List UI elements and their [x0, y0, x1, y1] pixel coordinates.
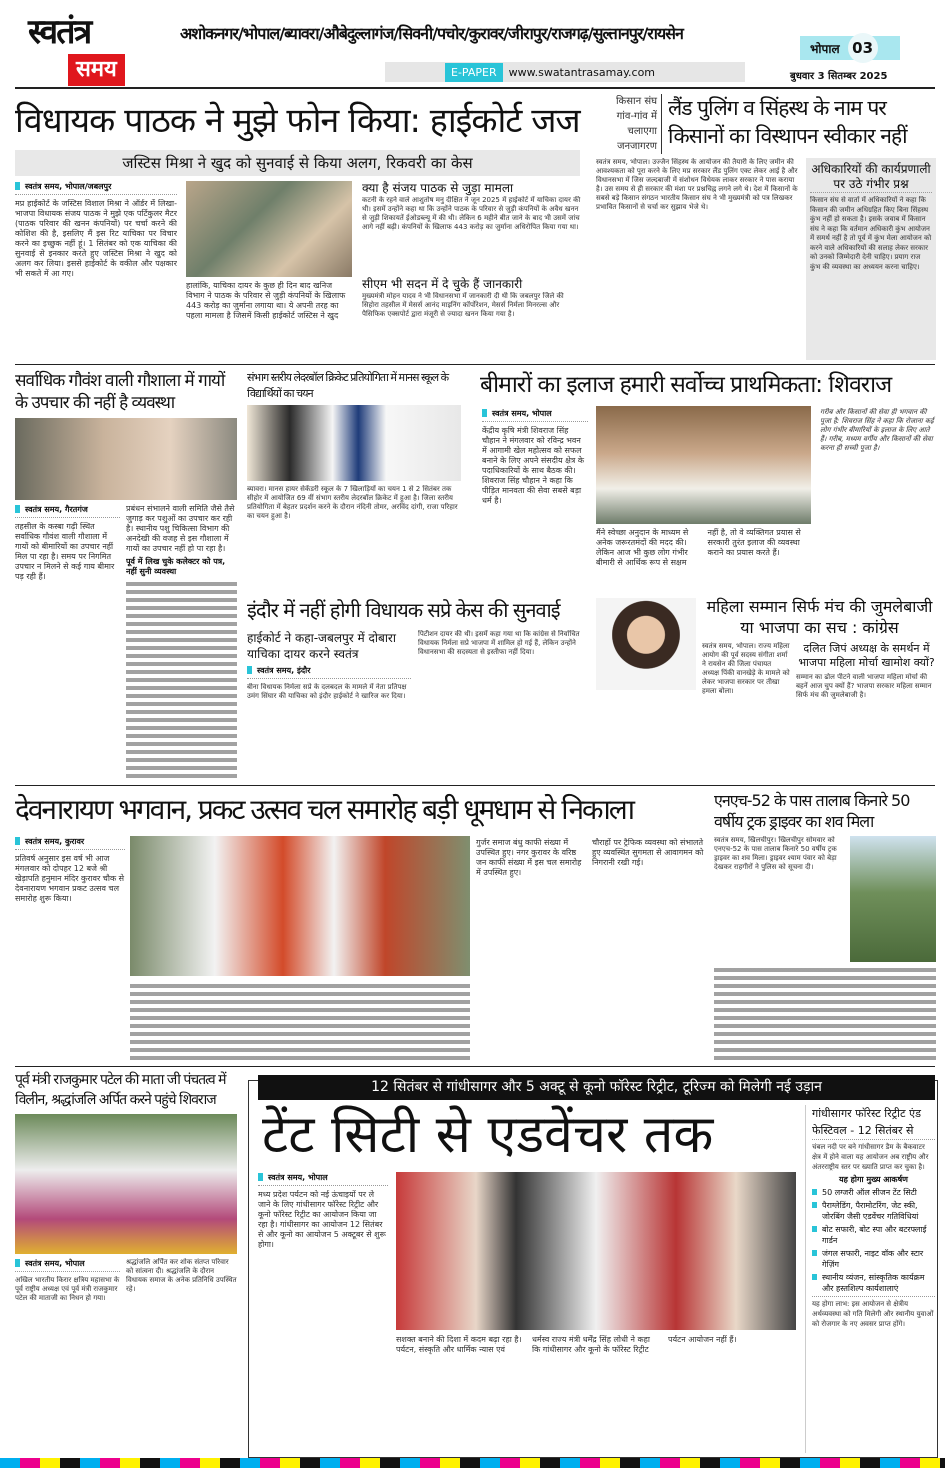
tent-col-2 [396, 1172, 796, 1453]
cricket-headline: संभाग स्तरीय लेदरबॉल क्रिकेट प्रतियोगिता में मानस स्कूल के विद्यार्थियों का चयन [247, 371, 449, 400]
edition-name: भोपाल [810, 41, 840, 56]
issue-date-text: बुधवार 3 सितम्बर 2025 [790, 71, 888, 82]
devnarayan-col-1 [15, 836, 125, 1060]
tent-body-2: सशक्त बनाने की दिशा में कदम बढ़ा रहा है। पर्यटन, संस्कृति और धार्मिक न्यास एवं धर्मस्व राज्य मंत्री धर्मेंद्र सिंह लोधी ने कहा कि गांधीसागर और कूनो के फॉरेस्ट रिट्रीट पर्यटन आयोजन नहीं हैं। [396, 1335, 737, 1354]
gaushala-col-left [15, 504, 120, 780]
kisan-side-label: किसान संघ गांव-गांव में चलाएगा जनजागरण [596, 94, 662, 154]
patel-byline: स्वतंत्र समय, भोपाल [15, 1258, 120, 1272]
devnarayan-col-photo [130, 836, 470, 1060]
shivraj-below: मैंने स्वेच्छा अनुदान के माध्यम से अनेक जरूरतमंदों की मदद की। लेकिन आज भी कुछ लोग गंभीर बीमारी से आर्थिक रूप से सक्षम नहीं है, तो वे व्यक्तिगत प्रयास से सरकारी तुरंत इलाज की व्यवस्था कराने का प्रयास करते हैं। [596, 528, 801, 567]
shivraj-col-1 [482, 408, 588, 588]
devnarayan-body-cont [130, 982, 470, 1060]
nh52-row [714, 836, 936, 962]
mahila-photo [596, 598, 696, 690]
gaushala-body: प्रबंधन संभालने वाली समिति जैसे तैसे जुगाड़ कर पशुओं का उपचार कर रही है। स्थानीय पशु चिकित्सा विभाग की अनदेखी की वजह से इस गौशाला में गायों का उपचार नहीं हो पा रहा है। [126, 504, 235, 553]
nh52-section [714, 790, 936, 1060]
kisan-body-row [596, 158, 936, 360]
indore-subhead: हाईकोर्ट ने कहा-जबलपुर में दोबारा याचिका दायर करने स्वतंत्र [247, 631, 396, 661]
lead-photo [186, 181, 352, 277]
lead-col-2 [186, 181, 352, 360]
page-number: 03 [848, 33, 878, 63]
lead-headline-text: विधायक पाठक ने मुझे फोन किया: हाईकोर्ट जज [15, 101, 580, 141]
lead-subhead [15, 150, 580, 176]
logo-bottom: समय [68, 54, 125, 86]
tent-headline [262, 1102, 797, 1168]
logo-top: स्वतंत्र [28, 12, 91, 52]
patel-body-row [15, 1258, 237, 1455]
devnarayan-body: प्रतिवर्ष अनुसार इस वर्ष भी आज मंगलवार को दोपहर 12 बजे श्री खेड़ापति हनुमान मंदिर कुरावर चौक से देवनारायण भगवान प्रकट उत्सव चल समारोह शुरू किया। [15, 854, 125, 903]
devnarayan-col-3 [476, 838, 586, 1060]
devnarayan-headline [15, 790, 705, 830]
shivraj-side: गरीब और किसानों की सेवा ही भगवान की पूजा है: शिवराज सिंह ने कहा कि रोजाना कई लोग गंभीर बीमारियों के इलाज के लिए आते हैं। गरीब, मध्यम वर्गीय और किसानों की सेवा करना ही सच्ची पूजा है। [820, 408, 934, 452]
lead-sub1: क्या है संजय पाठक से जुड़ा मामला [362, 181, 514, 195]
lead-sub2-body: मुख्यमंत्री मोहन यादव ने भी विधानसभा में जानकारी दी थी कि जबलपुर जिले की सिहोरा तहसील में मेसर्स आनंद माइनिंग कॉर्पोरेशन, मेसर्स निर्मला मिनरल्स और पैसिफिक एक्सपोर्ट द्वारा मंजूरी से ज्यादा खनन किया गया है। [362, 292, 564, 318]
tent-benefit: यह होगा लाभ: इस आयोजन से क्षेत्रीय अर्थव्यवस्था को गति मिलेगी और स्थानीय युवाओं को रोजगार के नए अवसर प्राप्त होंगे। [812, 1296, 935, 1453]
mahila-byline-body: स्वतंत्र समय, भोपाल। राज्य महिला आयोग की पूर्व सदस्य संगीता शर्मा ने रायसेन की जिला पंचायत अध्यक्ष पिंकी वानखेड़े के मामले को लेकर भाजपा सरकार पर तीखा हमला बोला। [702, 642, 790, 695]
lead-body: मप्र हाईकोर्ट के जस्टिस विशाल मिश्रा ने ऑर्डर में लिखा-भाजपा विधायक संजय पाठक ने मुझे एक पर्टिकुलर मैटर (पाठक परिवार की खनन कंपनियों) पर चर्चा करने की कोशिश की है, इसलिए मैं इस रिट याचिका पर विचार करने का इच्छुक नहीं हूं। 1 सितंबर को एक याचिका की सुनवाई से इनकार करते हुए जस्टिस मिश्रा ने खुद को अलग कर लिया। इससे हाईकोर्ट के वकील और पक्षकार भी सकते में आ गए। [15, 199, 177, 278]
tent-banner [258, 1075, 935, 1100]
indore-col-1 [247, 630, 411, 780]
tent-attractions-title: यह होगा मुख्य आकर्षण [839, 1175, 908, 1184]
indore-byline: स्वतंत्र समय, इंदौर [247, 665, 411, 679]
mahila-body: सम्मान का ढोल पीटने वाली भाजपा महिला मोर्चा की बहनें आज चुप क्यों हैं? भाजपा सरकार महिला सम्मान सिर्फ मंच की जुमलेबाजी है। [796, 673, 932, 699]
tent-photo [396, 1172, 796, 1330]
patel-section [15, 1070, 237, 1455]
kisan-box [806, 158, 936, 360]
devnarayan-col-4 [592, 838, 704, 1060]
tent-side-title: गांधीसागर फॉरेस्ट रिट्रीट एंड फेस्टिवल - 12 सितंबर से [812, 1105, 935, 1140]
cricket-photo [247, 405, 461, 481]
kisan-body: स्वतंत्र समय, भोपाल। उज्जैन सिंहस्थ के आयोजन की तैयारी के लिए जमीन की आवश्यकता को पूरा करने के लिए मप्र सरकार लैंड पुलिंग एक्ट लेकर आई है और विधानसभा में जिस जल्दबाजी में संशोधन विधेयक लाकर सरकार ने पास कराया है। उस समय से ही सरकार की मंशा पर प्रश्नचिह्न लगने लगे थे। देश में किसानों के सबसे बड़े किसान संगठन भारतीय किसान संघ ने भी मुख्यमंत्री को पत्र लिखकर प्रभावित किसानों से चर्चा कर सुझाव भेजे थे। [596, 158, 798, 211]
kisan-box-title: अधिकारियों की कार्यप्रणाली पर उठे गंभीर प्रश्न [811, 162, 931, 191]
indore-headline [247, 596, 587, 624]
shivraj-col-3 [820, 408, 936, 588]
masthead-divider [15, 87, 935, 89]
website-link[interactable]: www.swatantrasamay.com [508, 65, 656, 79]
gaushala-body-row [15, 504, 237, 780]
shivraj-photo [596, 406, 811, 524]
gaushala-subhead: पूर्व में लिख चुके कलेक्टर को पत्र, नहीं सुनी व्यवस्था [126, 557, 226, 576]
mahila-col-right [796, 642, 937, 780]
indore-headline-text: इंदौर में नहीं होगी विधायक सप्रे केस की सुनवाई [247, 598, 560, 622]
shivraj-byline: स्वतंत्र समय, भोपाल [482, 408, 588, 422]
attraction-item: पैराग्लेडिंग, पैरामोटरिंग, जेट स्की, जोरबिंग जैसी एडवेंचर गतिविधियां [812, 1200, 935, 1222]
row4-divider [15, 1066, 935, 1067]
shivraj-col-2 [596, 406, 811, 588]
row1-divider [15, 364, 935, 365]
epaper-label: E-PAPER [445, 63, 503, 82]
lead-sub2: सीएम भी सदन में दे चुके हैं जानकारी [362, 277, 523, 291]
lead-body-2: हालांकि, याचिका दायर के कुछ ही दिन बाद खनिज विभाग ने पाठक के परिवार से जुड़ी कंपनियों के खिलाफ 443 करोड़ का जुर्माना लगाया था। ये अपनी तरह का पहला मामला है जिसमें किसी हाईकोर्ट जस्टिस ने खुद [186, 281, 346, 320]
devnarayan-photo [130, 836, 470, 976]
lead-sub1-body: कटनी के रहने वाले आशुतोष मनु दीक्षित ने जून 2025 में हाईकोर्ट में याचिका दायर की थी। इसमें उन्होंने कहा था कि उन्होंने पाठक के परिवार से जुड़ी कंपनियों के अवैध खनन से जुड़ी शिकायतें ईओडब्ल्यू में की थी। लेकिन 6 महीने बीत जाने के बाद भी उसमें जांच आगे नहीं बढ़ी। कंपनियों के खिलाफ 443 करोड़ का जुर्माना अधिरोपित किया गया था। [362, 196, 581, 231]
epaper-bar [385, 62, 745, 82]
edition-badge [800, 36, 900, 60]
tent-body: मध्य प्रदेश पर्यटन को नई ऊंचाइयों पर ले जाने के लिए गांधीसागर फॉरेस्ट रिट्रीट और कूनो फॉरेस्ट रिट्रीट का आयोजन किया जा रहा है। गांधीसागर का आयोजन 12 सितंबर से और कूनो का आयोजन 5 अक्टूबर से शुरू होगा। [258, 1190, 386, 1249]
lead-byline: स्वतंत्र समय, भोपाल/जबलपुर [15, 181, 177, 195]
gaushala-headline: सर्वाधिक गौवंश वाली गौशाला में गायों के उपचार की नहीं है व्यवस्था [15, 371, 225, 413]
cricket-section [247, 370, 461, 584]
row3-divider [15, 785, 935, 786]
tent-attractions [812, 1187, 935, 1296]
mahila-body-row [702, 642, 937, 780]
logo [28, 12, 168, 88]
nh52-headline: एनएच-52 के पास तालाब किनारे 50 वर्षीय ट्रक ड्राइवर का शव मिला [714, 791, 910, 831]
gaushala-photo [15, 418, 237, 500]
cricket-body: ब्यावरा। मानस हायर सेकेंडरी स्कूल के 7 खिलाड़ियों का चयन 1 से 2 सितंबर तक सीहोर में आयोजित 69 वीं संभाग स्तरीय लेदरबॉल क्रिकेट में हुआ है। जिला स्तरीय प्रतियोगिता में बेहतर प्रदर्शन करने के दौरान नंदिनी तोमर, अरविंद दांगी, राजा परिहार का चयन हुआ है। [247, 485, 458, 520]
kisan-headline: लैंड पुलिंग व सिंहस्थ के नाम पर किसानों का विस्थापन स्वीकार नहीं [668, 96, 907, 148]
indore-body: बीना विधायक निर्मला सप्रे के दलबदल के मामले में नेता प्रतिपक्ष उमंग सिंघार की याचिका को इंदौर हाईकोर्ट ने खारिज कर दिया। [247, 683, 407, 700]
mahila-headline: महिला सम्मान सिर्फ मंच की जुमलेबाजी या भाजपा का सच : कांग्रेस [706, 597, 933, 637]
issue-date [790, 68, 935, 82]
lead-col-3 [362, 181, 582, 360]
patel-col-left [15, 1258, 120, 1455]
devnarayan-byline: स्वतंत्र समय, कुरावर [15, 836, 125, 850]
patel-headline: पूर्व मंत्री राजकुमार पटेल की माता जी पंचतत्व में विलीन, श्रद्धांजलि अर्पित करने पहुंचे शिवराज [15, 1072, 226, 1108]
lead-headline [15, 98, 585, 144]
tent-side-intro: चंबल नदी पर बने गांधीसागर डैम के बैकवाटर क्षेत्र में होने वाला यह आयोजन अब राष्ट्रीय और अंतरराष्ट्रीय स्तर पर ख्याति प्राप्त कर चुका है। [812, 1143, 929, 1171]
shivraj-headline [480, 370, 935, 400]
indore-body-2: पिटीशन दायर की थी। इसमें कहा गया था कि कांग्रेस से निर्वाचित विधायक निर्मला सप्रे भाजपा में शामिल हो गई हैं, लेकिन उन्होंने विधानसभा की सदस्यता से इस्तीफा नहीं दिया। [418, 630, 580, 656]
devnarayan-body-2: गुर्जर समाज बंधु काफी संख्या में उपस्थित हुए। नगर कुरावर के वरिष्ठ जन काफी संख्या में इस चल समारोह में उपस्थित हुए। [476, 838, 582, 877]
kisan-head-row [596, 94, 936, 154]
attraction-item: स्थानीय व्यंजन, सांस्कृतिक कार्यक्रम और हस्तशिल्प कार्यशालाएं [812, 1272, 935, 1294]
mahila-subhead: दलित जिपं अध्यक्ष के समर्थन में भाजपा महिला मोर्चा खामोश क्यों? [798, 642, 935, 669]
shivraj-body: केंद्रीय कृषि मंत्री शिवराज सिंह चौहान ने मंगलवार को रविन्द्र भवन में आगामी खेल महोत्सव को सफल बनाने के लिए अपने संसदीय क्षेत्र के पदाधिकारियों के साथ बैठक की। शिवराज सिंह चौहान ने कहा कि पीड़ित मानवता की सेवा सबसे बड़ा धर्म है। [482, 426, 585, 505]
devnarayan-headline-text: देवनारायण भगवान, प्रकट उत्सव चल समारोह बड़ी धूमधाम से निकाला [15, 793, 633, 826]
attraction-item: बोट सफारी, बोट स्पा और बटरफ्लाई गार्डन [812, 1224, 935, 1246]
tent-byline: स्वतंत्र समय, भोपाल [258, 1172, 388, 1186]
gaushala-body-left: तहसील के कस्बा गढ़ी स्थित सर्वाधिक गौवंश वाली गौशाला में गायों को बीमारियों का उपचार नहीं मिल पा रहा है। समय पर निगमित उपचार न मिलने से कई गाय बीमार पड़ रही हैं। [15, 522, 115, 581]
devnarayan-body-3: चौराहों पर ट्रैफिक व्यवस्था को संभालते हुए व्यवस्थित सुगमता से आवागमन को निगरानी रखी गई। [592, 838, 704, 867]
patel-body-2: श्रद्धांजलि अर्पित कर शोक संतप्त परिवार को सांत्वना दी। श्रद्धांजलि के दौरान विधायक समाज के अनेक प्रतिनिधि उपस्थित रहे। [126, 1258, 237, 1293]
nh52-body: स्वतंत्र समय, खिलचीपुर। खिलचीपुर सोमवार को एनएच-52 के पास तालाब किनारे 50 वर्षीय ट्रक ड्राइवर का शव मिला। ड्राइवर श्याम पंवार को बेड़ा देखकर राहगीरों ने पुलिस को सूचना दी। [714, 836, 837, 871]
lead-subhead-text: जस्टिस मिश्रा ने खुद को सुनवाई से किया अलग, रिकवरी का केस [122, 154, 473, 172]
indore-col-2 [418, 630, 586, 780]
mahila-section [702, 596, 937, 780]
edition-cities-text: अशोकनगर/भोपाल/ब्यावरा/औबेदुल्लागंज/सिवनी/पचोर/कुरावर/जीरापुर/राजगढ़/सुल्तानपुर/रायसेन [180, 24, 683, 43]
tent-col-1 [258, 1172, 388, 1453]
gaushala-col-right [126, 504, 237, 780]
kisan-section [596, 94, 936, 360]
patel-photo [15, 1114, 237, 1254]
attraction-item: जंगल सफारी, नाइट वॉक और स्टार गेज़िंग [812, 1248, 935, 1270]
shivraj-headline-text: बीमारों का इलाज हमारी सर्वोच्च प्राथमिकता: शिवराज [480, 372, 892, 398]
nh52-photo [850, 836, 936, 962]
tent-headline-text: टेंट सिटी से एडवेंचर तक [262, 1105, 714, 1165]
gaushala-section [15, 370, 237, 780]
edition-cities [180, 24, 785, 44]
tent-sidebar [805, 1105, 935, 1453]
attraction-item: 50 लग्जरी ऑल सीजन टेंट सिटी [812, 1187, 935, 1198]
tent-banner-text: 12 सितंबर से गांधीसागर और 5 अक्टू से कूनो फॉरेस्ट रिट्रीट, टूरिज्म को मिलेगी नई उड़ान [371, 1079, 822, 1095]
patel-body: अखिल भारतीय किरार क्षत्रिय महासभा के पूर्व राष्ट्रीय अध्यक्ष एवं पूर्व मंत्री राजकुमार पटेल की माताजी का निधन हो गया। [15, 1276, 120, 1302]
nh52-body-cont [714, 966, 936, 1060]
gaushala-byline: स्वतंत्र समय, गैरतगंज [15, 504, 120, 518]
gaushala-body-cont [126, 580, 237, 780]
kisan-box-body: किसान संघ से वार्ता में अधिकारियों ने कहा कि किसान की जमीन अधिग्रहित किए बिना सिंहस्थ कुंभ नहीं हो सकता है। इसके जवाब में किसान संघ ने कहा कि वर्तमान अधिकारी कुंभ आयोजन में समर्थ नहीं है तो पूर्व में कुंभ मेला आयोजन को करने वाले अधिकारियों की सलाह लेकर सरकार को उनको जिम्मेदारी देनी चाहिए। प्रयाग राज कुंभ की व्यवस्था का अध्ययन करना चाहिए। [810, 196, 932, 271]
lead-col-1 [15, 181, 177, 360]
color-registration-bar [0, 1458, 945, 1468]
